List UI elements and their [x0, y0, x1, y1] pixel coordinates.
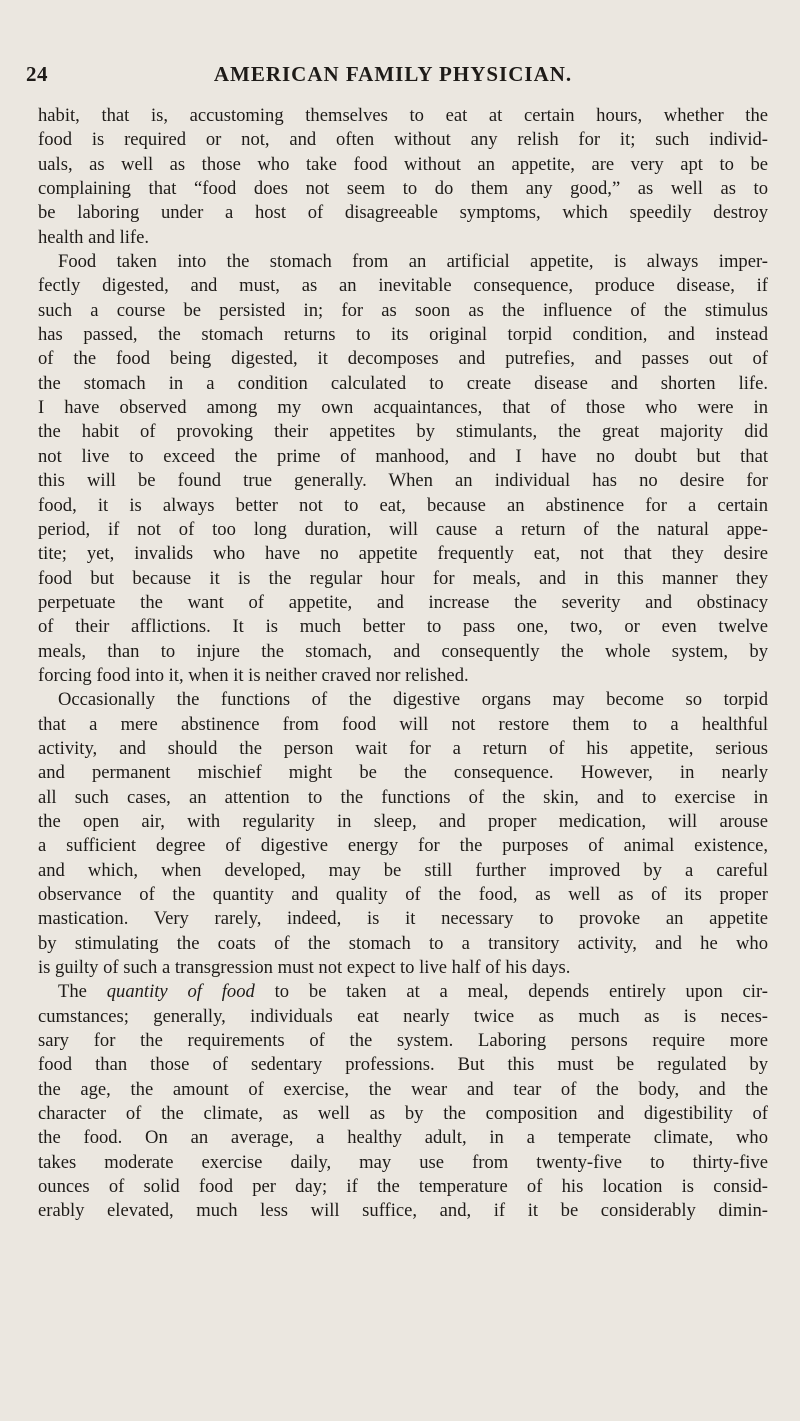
text-line: a sufficient degree of digestive energy for the purposes of animal existence,: [38, 835, 768, 857]
text-line: food is required or not, and often without any relish for it; such individ-: [38, 129, 768, 151]
text-line: perpetuate the want of appetite, and increase the severity and obstinacy: [38, 591, 768, 613]
text-line: not live to exceed the prime of manhood, and I have no doubt but that: [38, 445, 768, 467]
text-line: this will be found true generally. When an individual has no desire for: [38, 470, 768, 492]
text-line: health and life.: [38, 226, 149, 248]
text-line: has passed, the stomach returns to its original torpid condition, and instead: [38, 324, 768, 346]
text-line: complaining that “food does not seem to do them any good,” as well as to: [38, 178, 768, 200]
text-line: I have observed among my own acquaintances, that of those who were in: [38, 397, 768, 419]
text-line: the food. On an average, a healthy adult, in a temperate climate, who: [38, 1127, 768, 1149]
paragraph-first-line: Occasionally the functions of the digestive organs may become so torpid: [58, 689, 768, 711]
text-line: ounces of solid food per day; if the temperature of his location is consid-: [38, 1176, 768, 1198]
text-line: by stimulating the coats of the stomach to a transitory activity, and he who: [38, 932, 768, 954]
line-start: The: [58, 981, 107, 1003]
text-line: food, it is always better not to eat, because an abstinence for a certain: [38, 494, 768, 516]
text-line: of the food being digested, it decomposes and putrefies, and passes out of: [38, 348, 768, 370]
text-line: meals, than to injure the stomach, and consequently the whole system, by: [38, 640, 768, 662]
body-text: [38, 104, 768, 1224]
paragraph-first-line: [38, 980, 768, 1004]
text-line: is guilty of such a transgression must not expect to live half of his days.: [38, 957, 571, 979]
page-number: 24: [26, 62, 48, 86]
text-line: habit, that is, accustoming themselves to eat at certain hours, whether the: [38, 105, 768, 126]
text-line: takes moderate exercise daily, may use from twenty-five to thirty-five: [38, 1151, 768, 1173]
text-line: the habit of provoking their appetites by stimulants, the great majority did: [38, 421, 768, 443]
page-title: AMERICAN FAMILY PHYSICIAN.: [213, 62, 573, 86]
text-line: uals, as well as those who take food without an appetite, are very apt to be: [38, 153, 768, 175]
text-line: tite; yet, invalids who have no appetite frequently eat, not that they desire: [38, 543, 768, 565]
text-line: and which, when developed, may be still further improved by a careful: [38, 859, 768, 881]
text-line: sary for the requirements of the system. Laboring persons require more: [38, 1030, 768, 1052]
text-line: erably elevated, much less will suffice, and, if it be considerably dimin-: [38, 1200, 768, 1222]
text-line: character of the climate, as well as by the composition and digestibility of: [38, 1103, 768, 1125]
text-line: such a course be persisted in; for as soon as the influence of the stimulus: [38, 299, 768, 321]
text-line: that a mere abstinence from food will not restore them to a healthful: [38, 713, 768, 735]
text-line: food than those of sedentary professions. But this must be regulated by: [38, 1054, 768, 1076]
paragraph-first-line: Food taken into the stomach from an artificial appetite, is always imper-: [58, 251, 768, 273]
text-line: the open air, with regularity in sleep, and proper medication, will arouse: [38, 810, 768, 832]
text-line: and permanent mischief might be the consequence. However, in nearly: [38, 762, 768, 784]
text-line: food but because it is the regular hour for meals, and in this manner they: [38, 567, 768, 589]
text-line: mastication. Very rarely, indeed, is it necessary to provoke an appetite: [38, 908, 768, 930]
running-head: [26, 62, 760, 88]
text-line: cumstances; generally, individuals eat nearly twice as much as is neces-: [38, 1005, 768, 1027]
text-line: forcing food into it, when it is neither craved nor relished.: [38, 664, 469, 686]
emphasis-quantity-of-food: quantity of food: [106, 981, 255, 1003]
text-line: be laboring under a host of disagreeable symptoms, which speedily destroy: [38, 202, 768, 224]
text-line: the stomach in a condition calculated to create disease and shorten life.: [38, 372, 768, 394]
text-line: period, if not of too long duration, will cause a return of the natural appe-: [38, 518, 768, 540]
text-line: of their afflictions. It is much better to pass one, two, or even twelve: [38, 616, 768, 638]
text-line: all such cases, an attention to the functions of the skin, and to exercise in: [38, 786, 768, 808]
text-line: observance of the quantity and quality of the food, as well as of its proper: [38, 884, 768, 905]
line-rest: to be taken at a meal, depends entirely upon cir-: [254, 981, 768, 1003]
text-line: the age, the amount of exercise, the wear and tear of the body, and the: [38, 1078, 768, 1100]
text-line: fectly digested, and must, as an inevitable consequence, produce disease, if: [38, 275, 768, 297]
text-line: activity, and should the person wait for a return of his appetite, serious: [38, 737, 768, 759]
